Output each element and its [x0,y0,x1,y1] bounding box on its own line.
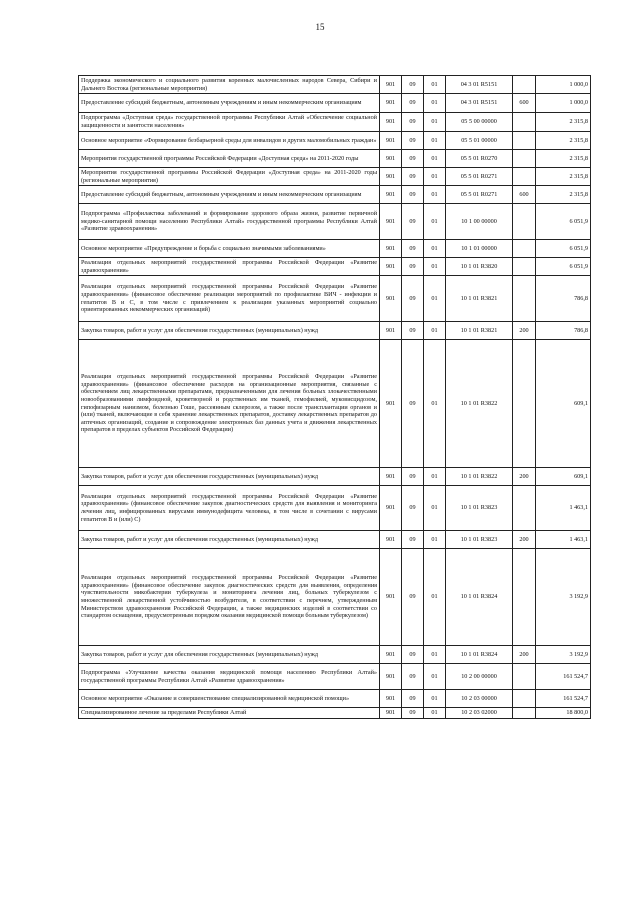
expense-type: 600 [513,94,536,113]
section-code: 09 [402,486,424,531]
target-article: 04 3 01 R5151 [446,76,513,94]
table-row [79,113,591,132]
table-row [79,186,591,204]
amount: 609,1 [536,340,591,468]
section-code: 09 [402,186,424,204]
table-row [79,708,591,719]
amount: 161 524,7 [536,690,591,708]
admin-code: 901 [380,132,402,150]
section-code: 09 [402,204,424,240]
subsection-code: 01 [424,132,446,150]
section-code: 09 [402,276,424,322]
admin-code: 901 [380,258,402,276]
amount: 786,8 [536,322,591,340]
expense-type [513,204,536,240]
admin-code: 901 [380,690,402,708]
subsection-code: 01 [424,76,446,94]
section-code: 09 [402,94,424,113]
expense-type: 600 [513,186,536,204]
section-code: 09 [402,664,424,690]
target-article: 10 1 01 R3824 [446,549,513,646]
expense-type [513,708,536,719]
target-article: 10 1 01 R3824 [446,646,513,664]
row-name: Подпрограмма «Улучшение качества оказания медицинской помощи населению Республики Алтай» государственной программы Республики Алтай «Развитие здравоохранения» [79,664,380,690]
section-code: 09 [402,150,424,168]
amount: 1 463,1 [536,486,591,531]
amount: 2 315,8 [536,132,591,150]
table-row [79,646,591,664]
expense-type [513,150,536,168]
subsection-code: 01 [424,340,446,468]
subsection-code: 01 [424,549,446,646]
expense-type [513,486,536,531]
row-name: Поддержка экономического и социального развития коренных малочисленных народов Севера, Сибири и Дальнего Востока (региональные мероприятия) [79,76,380,94]
row-name: Реализация отдельных мероприятий государственной программы Российской Федерации «Развитие здравоохранения» (финансовое обеспечение расходов на организационные мероприятия, связанные с обеспечением лиц лекарственными препаратами, предназначенными для лечения больных злокачественными новообразованиями лимфоидной, кроветворной и родственных им тканей, гемофилией, муковисцидозом, гипофизарным нанизмом, болезнью Гоше, рассеянным склерозом, а также после трансплантации органов и (или) тканей, включающие в себя хранение лекарственных препаратов, доставку лекарственных препаратов до аптечных организаций, создание и сопровождение электронных баз данных учета и движения лекарственных препаратов в пределах субъектов Российской Федерации) [79,340,380,468]
row-name: Подпрограмма «Профилактика заболеваний и формирование здорового образа жизни, развитие первичной медико-санитарной помощи населению Республики Алтай» государственной программы Республики Алтай «Развитие здравоохранения» [79,204,380,240]
expense-type [513,664,536,690]
table-row [79,486,591,531]
row-name: Специализированное лечение за пределами Республики Алтай [79,708,380,719]
table-row [79,132,591,150]
subsection-code: 01 [424,150,446,168]
target-article: 10 2 00 00000 [446,664,513,690]
subsection-code: 01 [424,664,446,690]
subsection-code: 01 [424,204,446,240]
table-row [79,204,591,240]
subsection-code: 01 [424,468,446,486]
expense-type [513,168,536,186]
expense-type: 200 [513,646,536,664]
section-code: 09 [402,132,424,150]
admin-code: 901 [380,76,402,94]
table-row [79,150,591,168]
expense-type: 200 [513,531,536,549]
subsection-code: 01 [424,94,446,113]
expense-type: 200 [513,468,536,486]
admin-code: 901 [380,486,402,531]
table-row [79,76,591,94]
amount: 6 051,9 [536,240,591,258]
target-article: 10 1 01 R3821 [446,322,513,340]
section-code: 09 [402,76,424,94]
amount: 2 315,8 [536,150,591,168]
expense-type [513,258,536,276]
row-name: Подпрограмма «Доступная среда» государственной программы Республики Алтай «Обеспечение социальной защищенности и занятости населения» [79,113,380,132]
subsection-code: 01 [424,258,446,276]
target-article: 10 1 01 R3821 [446,276,513,322]
admin-code: 901 [380,186,402,204]
target-article: 04 3 01 R5151 [446,94,513,113]
admin-code: 901 [380,531,402,549]
amount: 3 192,9 [536,549,591,646]
admin-code: 901 [380,468,402,486]
subsection-code: 01 [424,276,446,322]
amount: 2 315,8 [536,113,591,132]
admin-code: 901 [380,664,402,690]
row-name: Закупка товаров, работ и услуг для обеспечения государственных (муниципальных) нужд [79,322,380,340]
table-row [79,531,591,549]
admin-code: 901 [380,708,402,719]
subsection-code: 01 [424,486,446,531]
section-code: 09 [402,258,424,276]
expense-type [513,340,536,468]
target-article: 10 1 01 R3820 [446,258,513,276]
expense-type [513,276,536,322]
target-article: 10 1 01 R3823 [446,531,513,549]
section-code: 09 [402,340,424,468]
expense-type: 200 [513,322,536,340]
table-row [79,240,591,258]
row-name: Реализация отдельных мероприятий государственной программы Российской Федерации «Развитие здравоохранения» (финансовое обеспечение закупок диагностических средств для выявления и мониторинга лечения лиц, инфицированных вирусами иммунодефицита человека, в том числе в сочетании с вирусами гепатитов B и (или) C) [79,486,380,531]
amount: 6 051,9 [536,258,591,276]
subsection-code: 01 [424,240,446,258]
expense-type [513,549,536,646]
target-article: 10 2 03 02000 [446,708,513,719]
row-name: Основное мероприятие «Формирование безбарьерной среды для инвалидов и других маломобильных граждан» [79,132,380,150]
admin-code: 901 [380,94,402,113]
table-row [79,340,591,468]
target-article: 10 1 01 R3823 [446,486,513,531]
subsection-code: 01 [424,708,446,719]
row-name: Предоставление субсидий бюджетным, автономным учреждениям и иным некоммерческим организациям [79,94,380,113]
amount: 1 000,0 [536,94,591,113]
target-article: 05 5 01 R0270 [446,150,513,168]
amount: 786,8 [536,276,591,322]
section-code: 09 [402,168,424,186]
row-name: Реализация отдельных мероприятий государственной программы Российской Федерации «Развитие здравоохранения» [79,258,380,276]
table-row [79,168,591,186]
expense-type [513,132,536,150]
row-name: Основное мероприятие «Оказание и совершенствование специализированной медицинской помощи» [79,690,380,708]
section-code: 09 [402,531,424,549]
section-code: 09 [402,240,424,258]
row-name: Закупка товаров, работ и услуг для обеспечения государственных (муниципальных) нужд [79,468,380,486]
section-code: 09 [402,468,424,486]
admin-code: 901 [380,113,402,132]
subsection-code: 01 [424,168,446,186]
subsection-code: 01 [424,186,446,204]
subsection-code: 01 [424,531,446,549]
admin-code: 901 [380,322,402,340]
target-article: 10 2 03 00000 [446,690,513,708]
admin-code: 901 [380,340,402,468]
target-article: 10 1 01 00000 [446,240,513,258]
section-code: 09 [402,322,424,340]
subsection-code: 01 [424,646,446,664]
section-code: 09 [402,646,424,664]
section-code: 09 [402,690,424,708]
target-article: 05 5 01 00000 [446,132,513,150]
amount: 2 315,8 [536,186,591,204]
row-name: Мероприятия государственной программы Российской Федерации «Доступная среда» на 2011-2020 годы [79,150,380,168]
amount: 1 000,0 [536,76,591,94]
section-code: 09 [402,113,424,132]
table-row [79,690,591,708]
budget-table [78,75,591,719]
target-article: 10 1 01 R3822 [446,340,513,468]
section-code: 09 [402,549,424,646]
section-code: 09 [402,708,424,719]
target-article: 05 5 00 00000 [446,113,513,132]
subsection-code: 01 [424,322,446,340]
amount: 609,1 [536,468,591,486]
table-row [79,276,591,322]
admin-code: 901 [380,646,402,664]
admin-code: 901 [380,204,402,240]
subsection-code: 01 [424,690,446,708]
expense-type [513,76,536,94]
row-name: Мероприятия государственной программы Российской Федерации «Доступная среда» на 2011-2020 годы (региональные мероприятия) [79,168,380,186]
amount: 6 051,9 [536,204,591,240]
amount: 2 315,8 [536,168,591,186]
amount: 1 463,1 [536,531,591,549]
table-row [79,549,591,646]
target-article: 10 1 01 R3822 [446,468,513,486]
admin-code: 901 [380,549,402,646]
table-row [79,258,591,276]
admin-code: 901 [380,150,402,168]
row-name: Основное мероприятие «Предупреждение и борьба с социально значимыми заболеваниями» [79,240,380,258]
row-name: Закупка товаров, работ и услуг для обеспечения государственных (муниципальных) нужд [79,531,380,549]
row-name: Реализация отдельных мероприятий государственной программы Российской Федерации «Развитие здравоохранения» (финансовое обеспечение закупок диагностических средств для выявления, определения чувствительности микобактерии туберкулеза и мониторинга лечения лиц, больных туберкулезом с множественной лекарственной устойчивостью возбудителя, в соответствии с перечнем, утвержденным Министерством здравоохранения Российской Федерации, а также медицинских изделий в соответствии со стандартом оснащения, предусмотренным порядком оказания медицинской помощи больным туберкулезом) [79,549,380,646]
table-row [79,322,591,340]
page-number: 15 [315,22,325,32]
amount: 161 524,7 [536,664,591,690]
amount: 3 192,9 [536,646,591,664]
target-article: 10 1 00 00000 [446,204,513,240]
expense-type [513,690,536,708]
table-row [79,94,591,113]
expense-type [513,240,536,258]
expense-type [513,113,536,132]
admin-code: 901 [380,240,402,258]
target-article: 05 5 01 R0271 [446,168,513,186]
table-row [79,664,591,690]
amount: 18 800,0 [536,708,591,719]
subsection-code: 01 [424,113,446,132]
row-name: Закупка товаров, работ и услуг для обеспечения государственных (муниципальных) нужд [79,646,380,664]
budget-table-body [79,76,591,719]
row-name: Предоставление субсидий бюджетным, автономным учреждениям и иным некоммерческим организациям [79,186,380,204]
admin-code: 901 [380,276,402,322]
target-article: 05 5 01 R0271 [446,186,513,204]
table-row [79,468,591,486]
admin-code: 901 [380,168,402,186]
row-name: Реализация отдельных мероприятий государственной программы Российской Федерации «Развитие здравоохранения» (финансовое обеспечение реализации мероприятий по профилактике ВИЧ - инфекции и гепатитов B и C, в том числе с привлечением к реализации указанных мероприятий социально ориентированных некоммерческих организаций) [79,276,380,322]
